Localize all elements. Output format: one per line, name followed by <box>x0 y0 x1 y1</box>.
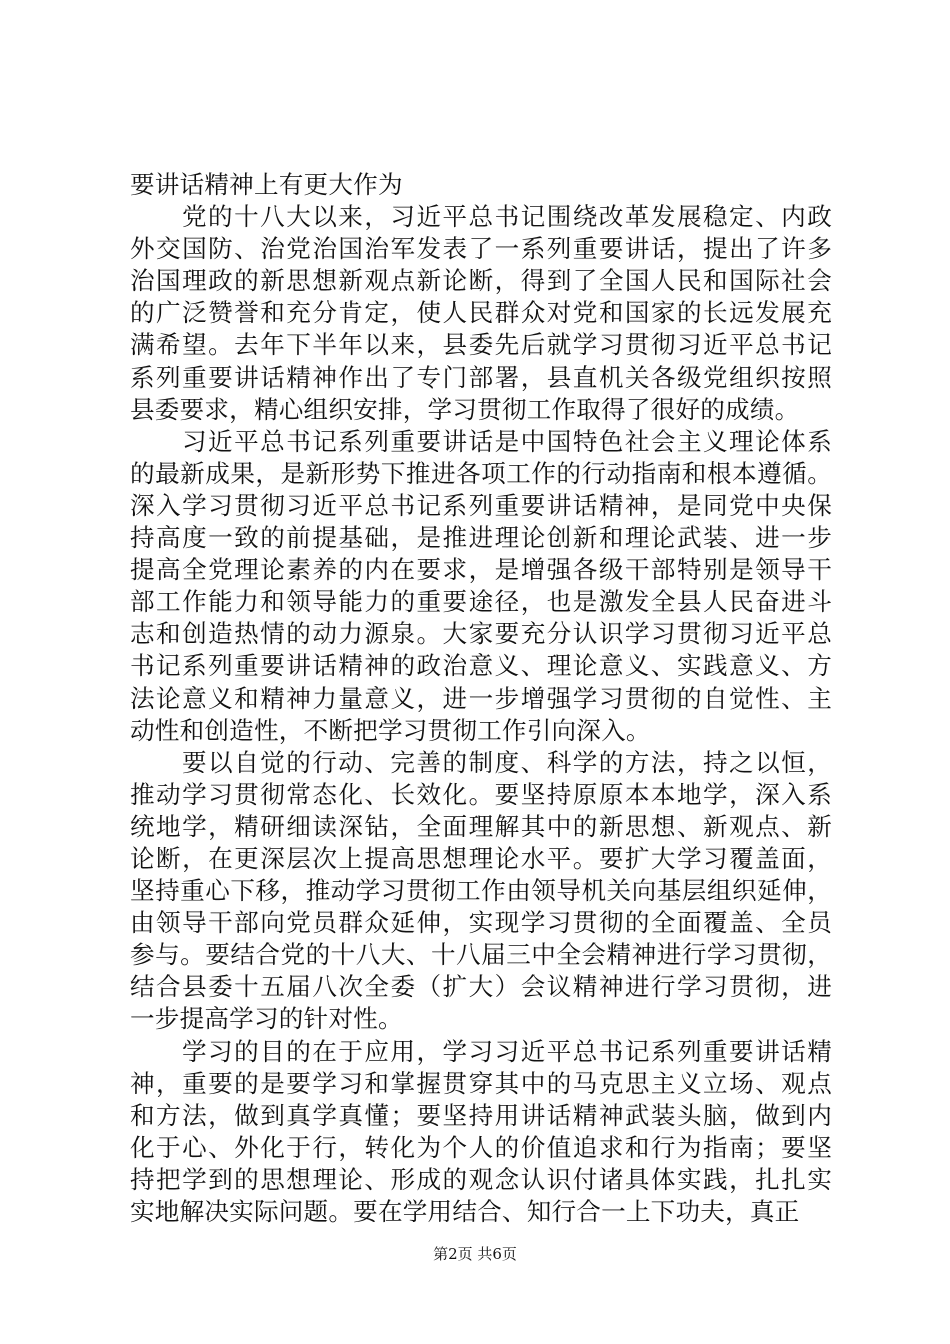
paragraph-line: 提高全党理论素养的内在要求，是增强各级干部特别是领导干 <box>130 555 832 585</box>
paragraph-line: 满希望。去年下半年以来，县委先后就学习贯彻习近平总书记 <box>130 330 832 360</box>
paragraph-line: 部工作能力和领导能力的重要途径，也是激发全县人民奋进斗 <box>130 587 832 617</box>
paragraph-line: 参与。要结合党的十八大、十八届三中全会精神进行学习贯彻， <box>130 940 832 970</box>
paragraph-line: 持把学到的思想理论、形成的观念认识付诸具体实践，扎扎实 <box>130 1164 832 1194</box>
page-footer: 第2页 共6页 <box>433 1245 517 1263</box>
paragraph-line: 的最新成果，是新形势下推进各项工作的行动指南和根本遵循。 <box>130 458 832 488</box>
paragraph-line: 要讲话精神上有更大作为 <box>130 170 403 199</box>
paragraph-line: 坚持重心下移，推动学习贯彻工作由领导机关向基层组织延伸， <box>130 876 832 906</box>
paragraph-line: 推动学习贯彻常态化、长效化。要坚持原原本本地学，深入系 <box>130 779 832 809</box>
paragraph-line: 结合县委十五届八次全委（扩大）会议精神进行学习贯彻，进 <box>130 972 832 1002</box>
paragraph-line: 学习的目的在于应用，学习习近平总书记系列重要讲话精 <box>182 1036 832 1066</box>
paragraph-line: 书记系列重要讲话精神的政治意义、理论意义、实践意义、方 <box>130 651 832 681</box>
paragraph-line: 统地学，精研细读深钻，全面理解其中的新思想、新观点、新 <box>130 811 832 841</box>
paragraph-line: 神，重要的是要学习和掌握贯穿其中的马克思主义立场、观点 <box>130 1068 832 1098</box>
paragraph-line: 动性和创造性，不断把学习贯彻工作引向深入。 <box>130 715 651 745</box>
paragraph-line: 法论意义和精神力量意义，进一步增强学习贯彻的自觉性、主 <box>130 683 832 713</box>
paragraph-line: 实地解决实际问题。要在学用结合、知行合一上下功夫，真正 <box>130 1197 800 1226</box>
paragraph-line: 党的十八大以来，习近平总书记围绕改革发展稳定、内政 <box>182 202 832 232</box>
paragraph-line: 志和创造热情的动力源泉。大家要充分认识学习贯彻习近平总 <box>130 619 832 649</box>
paragraph-line: 持高度一致的前提基础，是推进理论创新和理论武装、进一步 <box>130 523 832 553</box>
paragraph-line: 系列重要讲话精神作出了专门部署，县直机关各级党组织按照 <box>130 362 832 392</box>
paragraph-line: 外交国防、治党治国治军发表了一系列重要讲话，提出了许多 <box>130 234 832 264</box>
paragraph-line: 化于心、外化于行，转化为个人的价值追求和行为指南；要坚 <box>130 1132 832 1162</box>
paragraph-line: 治国理政的新思想新观点新论断，得到了全国人民和国际社会 <box>130 266 832 296</box>
paragraph-line: 的广泛赞誉和充分肯定，使人民群众对党和国家的长远发展充 <box>130 298 832 328</box>
paragraph-line: 深入学习贯彻习近平总书记系列重要讲话精神，是同党中央保 <box>130 490 832 520</box>
paragraph-line: 由领导干部向党员群众延伸，实现学习贯彻的全面覆盖、全员 <box>130 908 832 938</box>
paragraph-line: 和方法，做到真学真懂；要坚持用讲话精神武装头脑，做到内 <box>130 1100 832 1130</box>
paragraph-line: 县委要求，精心组织安排，学习贯彻工作取得了很好的成绩。 <box>130 394 800 424</box>
paragraph-line: 一步提高学习的针对性。 <box>130 1004 403 1034</box>
paragraph-line: 论断，在更深层次上提高思想理论水平。要扩大学习覆盖面， <box>130 843 832 873</box>
paragraph-line: 要以自觉的行动、完善的制度、科学的方法，持之以恒， <box>182 747 832 777</box>
paragraph-line: 习近平总书记系列重要讲话是中国特色社会主义理论体系 <box>182 426 832 456</box>
document-body <box>130 169 832 1228</box>
